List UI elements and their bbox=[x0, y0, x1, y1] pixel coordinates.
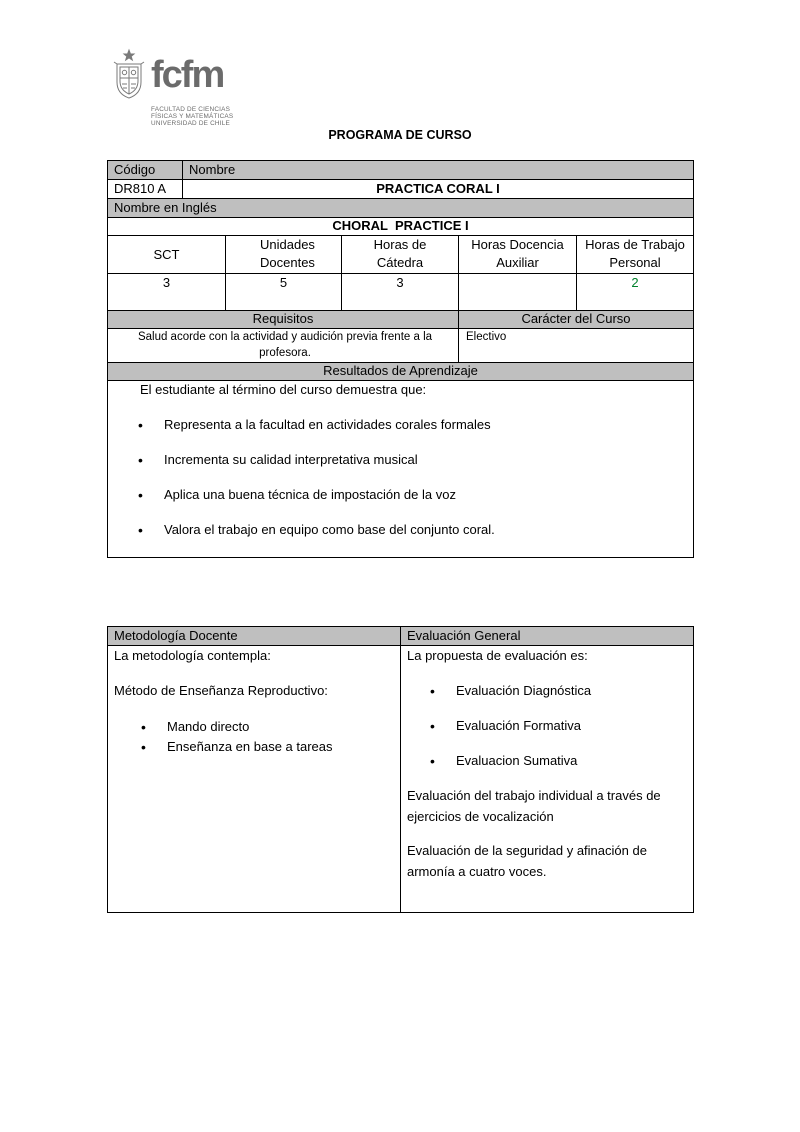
fcfm-logo bbox=[113, 48, 253, 130]
horas-docencia-auxiliar-value bbox=[459, 274, 576, 292]
name-header: Nombre bbox=[189, 162, 236, 177]
evaluation-list bbox=[430, 682, 680, 787]
method-list bbox=[141, 718, 391, 758]
list-item: • Evaluacion Sumativa bbox=[430, 752, 680, 782]
method-header: Metodología Docente bbox=[114, 628, 238, 643]
list-item: • Representa a la facultad en actividades corales formales bbox=[138, 416, 678, 451]
learning-intro: El estudiante al término del curso demuestra que: bbox=[140, 382, 427, 397]
evaluation-intro: La propuesta de evaluación es: bbox=[407, 648, 588, 663]
character-header: Carácter del Curso bbox=[521, 311, 631, 326]
course-code: DR810 A bbox=[114, 181, 167, 196]
list-item: • Incrementa su calidad interpretativa musical bbox=[138, 451, 678, 486]
method-evaluation-table bbox=[107, 626, 694, 913]
list-item: • Mando directo bbox=[141, 718, 391, 738]
evaluation-note-2: Evaluación de la seguridad y afinación de armonía a cuatro voces. bbox=[407, 843, 647, 879]
horas-trabajo-personal-value: 2 bbox=[631, 275, 639, 290]
sct-value: 3 bbox=[162, 275, 171, 290]
evaluation-note-1: Evaluación del trabajo individual a través de ejercicios de vocalización bbox=[407, 788, 661, 824]
requisites-header: Requisitos bbox=[252, 311, 314, 326]
course-name: PRACTICA CORAL I bbox=[376, 181, 500, 196]
fcfm-wordmark: fcfm bbox=[151, 54, 224, 96]
method-intro: La metodología contempla: bbox=[114, 648, 271, 663]
english-name: CHORAL PRACTICE I bbox=[332, 218, 469, 233]
university-line-1: FACULTAD DE CIENCIAS bbox=[151, 106, 231, 113]
page-title: PROGRAMA DE CURSO bbox=[328, 128, 472, 142]
university-name bbox=[151, 106, 233, 127]
horas-trabajo-personal-header: Horas de Trabajo Personal bbox=[585, 237, 685, 270]
university-crest-icon bbox=[113, 48, 145, 100]
learning-header: Resultados de Aprendizaje bbox=[323, 363, 478, 378]
sct-header: SCT bbox=[153, 247, 180, 262]
unidades-docentes-value: 5 bbox=[279, 275, 288, 290]
list-item: • Evaluación Formativa bbox=[430, 717, 680, 752]
list-item: • Aplica una buena técnica de impostación de la voz bbox=[138, 486, 678, 521]
requisites-text: Salud acorde con la actividad y audición previa frente a la profesora. bbox=[137, 331, 433, 359]
code-header: Código bbox=[114, 162, 156, 177]
list-item: • Enseñanza en base a tareas bbox=[141, 738, 391, 758]
evaluation-header: Evaluación General bbox=[407, 628, 521, 643]
university-line-3: UNIVERSIDAD DE CHILE bbox=[151, 120, 230, 127]
university-line-2: FÍSICAS Y MATEMÁTICAS bbox=[151, 113, 234, 120]
horas-docencia-auxiliar-header: Horas Docencia Auxiliar bbox=[471, 237, 564, 270]
unidades-docentes-header: Unidades Docentes bbox=[260, 237, 315, 270]
learning-list bbox=[138, 416, 678, 546]
horas-catedra-value: 3 bbox=[396, 275, 404, 290]
method-subtitle: Método de Enseñanza Reproductivo: bbox=[114, 683, 328, 698]
character-text: Electivo bbox=[466, 331, 507, 343]
english-name-header: Nombre en Inglés bbox=[114, 200, 217, 215]
list-item: • Evaluación Diagnóstica bbox=[430, 682, 680, 717]
horas-catedra-header: Horas de Cátedra bbox=[373, 237, 427, 270]
list-item: • Valora el trabajo en equipo como base del conjunto coral. bbox=[138, 521, 678, 546]
course-table bbox=[107, 160, 694, 558]
